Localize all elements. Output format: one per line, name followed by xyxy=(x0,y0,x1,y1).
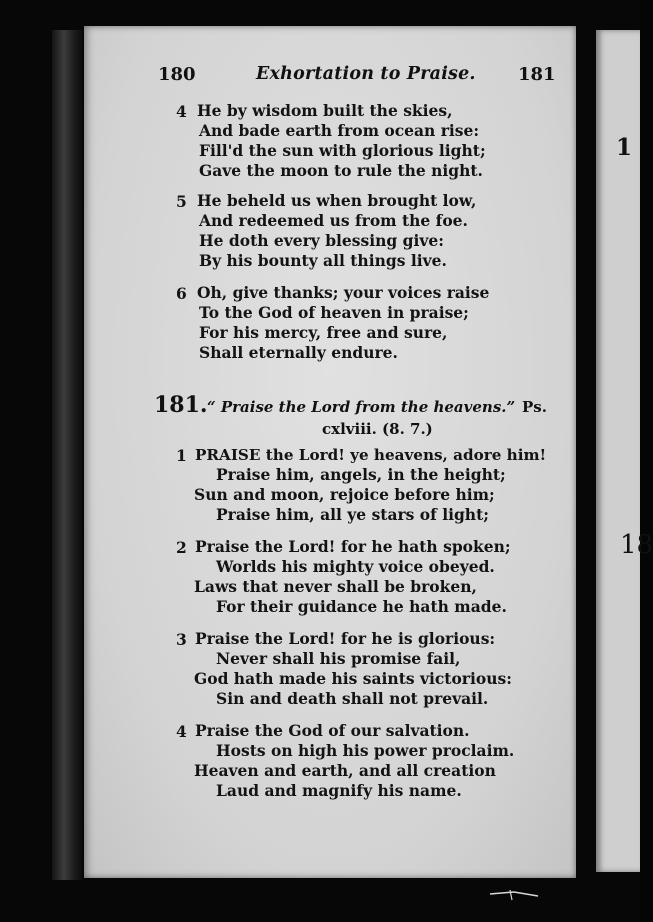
verse-line: Oh, give thanks; your voices raise xyxy=(197,283,490,302)
stanza-number: 4 xyxy=(176,722,187,741)
verse-line: Praise the God of our salvation. xyxy=(195,721,470,740)
adjacent-page-number: 1 xyxy=(616,134,633,161)
verse-line: Sun and moon, rejoice before him; xyxy=(194,485,495,504)
stanza-number: 6 xyxy=(176,284,187,303)
scan-artifact-marks xyxy=(480,882,560,912)
verse-line: Hosts on high his power proclaim. xyxy=(216,741,515,760)
adjacent-page-edge xyxy=(596,30,653,872)
verse-line: Praise him, all ye stars of light; xyxy=(216,505,489,524)
hymn-number: 181. xyxy=(154,392,208,418)
verse-line: Laud and magnify his name. xyxy=(216,781,462,800)
stanza-number: 4 xyxy=(176,102,187,121)
stanza-number: 2 xyxy=(176,538,187,557)
verse-line: Fill'd the sun with glorious light; xyxy=(199,141,486,160)
verse-line: Sin and death shall not prevail. xyxy=(216,689,489,708)
verse-line: And bade earth from ocean rise: xyxy=(199,121,480,140)
stanza-number: 5 xyxy=(176,192,187,211)
verse-line: He beheld us when brought low, xyxy=(197,191,477,210)
verse-line: He doth every blessing give: xyxy=(199,231,444,250)
book-spine xyxy=(52,30,82,880)
verse-line: Laws that never shall be broken, xyxy=(194,577,477,596)
stanza-number: 3 xyxy=(176,630,187,649)
verse-line: By his bounty all things live. xyxy=(199,251,447,270)
verse-line: For their guidance he hath made. xyxy=(216,597,507,616)
verse-line: And redeemed us from the foe. xyxy=(199,211,468,230)
verse-line: God hath made his saints victorious: xyxy=(194,669,512,688)
verse-line: PRAISE the Lord! ye heavens, adore him! xyxy=(195,446,547,464)
stanza-number: 1 xyxy=(176,446,187,465)
hymn-title: “ Praise the Lord from the heavens.” xyxy=(207,398,516,416)
verse-line: Heaven and earth, and all creation xyxy=(194,761,496,780)
verse-line: He by wisdom built the skies, xyxy=(197,101,453,120)
page-number-left: 180 xyxy=(158,64,196,85)
hymn-meter: cxlviii. (8. 7.) xyxy=(322,420,433,438)
verse-line: Worlds his mighty voice obeyed. xyxy=(216,557,495,576)
book-page xyxy=(84,26,576,878)
page-header xyxy=(84,64,576,88)
adjacent-hymn-number: 18 xyxy=(620,530,653,560)
verse-line: For his mercy, free and sure, xyxy=(199,323,448,342)
verse-line: Praise him, angels, in the height; xyxy=(216,465,506,484)
verse-line: To the God of heaven in praise; xyxy=(199,303,469,322)
hymn-reference: Ps. xyxy=(522,398,547,416)
verse-line: Never shall his promise fail, xyxy=(216,649,461,668)
verse-line: Praise the Lord! for he is glorious: xyxy=(195,629,496,648)
verse-line: Gave the moon to rule the night. xyxy=(199,161,483,180)
verse-line: Shall eternally endure. xyxy=(199,343,398,362)
verse-line: Praise the Lord! for he hath spoken; xyxy=(195,537,511,556)
running-title: Exhortation to Praise. xyxy=(256,64,476,84)
page-number-right: 181 xyxy=(518,64,556,85)
